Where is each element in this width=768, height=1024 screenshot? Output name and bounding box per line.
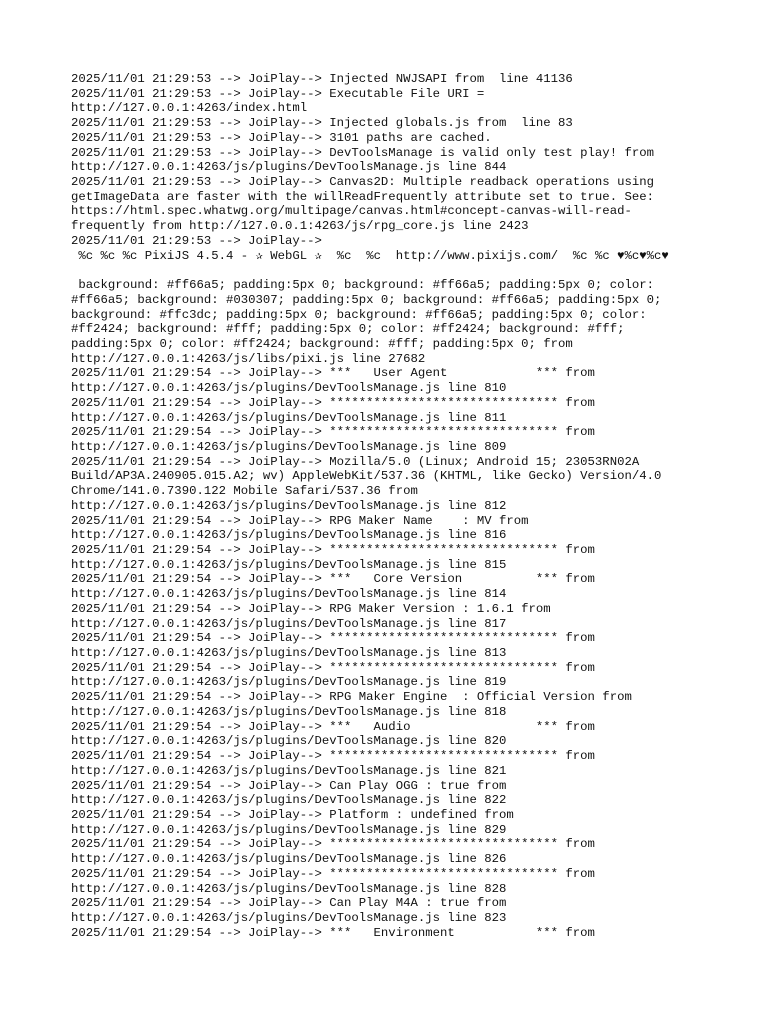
log-line: background: #ff66a5; padding:5px 0; background: #ff66a5; padding:5px 0; color:: [71, 278, 654, 293]
log-line: 2025/11/01 21:29:54 --> JoiPlay--> Can Play M4A : true from: [71, 896, 507, 911]
log-line: 2025/11/01 21:29:54 --> JoiPlay--> ******************************* from: [71, 631, 595, 646]
log-line: http://127.0.0.1:4263/js/plugins/DevToolsManage.js line 821: [71, 763, 507, 778]
log-line: #ff2424; background: #fff; padding:5px 0; color: #ff2424; background: #fff;: [71, 322, 625, 337]
log-line: http://127.0.0.1:4263/js/plugins/DevToolsManage.js line 826: [71, 852, 507, 867]
log-line: [71, 263, 761, 278]
log-line: http://127.0.0.1:4263/js/plugins/DevToolsManage.js line 812: [71, 498, 507, 513]
log-line: http://127.0.0.1:4263/js/plugins/DevToolsManage.js line 816: [71, 528, 507, 543]
log-line: 2025/11/01 21:29:54 --> JoiPlay--> ******************************* from: [71, 395, 595, 410]
log-line: #ff66a5; background: #030307; padding:5px 0; background: #ff66a5; padding:5px 0;: [71, 292, 662, 307]
log-line: http://127.0.0.1:4263/js/plugins/DevToolsManage.js line 829: [71, 822, 507, 837]
log-line: http://127.0.0.1:4263/js/plugins/DevToolsManage.js line 828: [71, 881, 507, 896]
log-line: http://127.0.0.1:4263/js/plugins/DevToolsManage.js line 819: [71, 675, 507, 690]
log-line: http://127.0.0.1:4263/js/plugins/DevToolsManage.js line 814: [71, 587, 507, 602]
log-line: http://127.0.0.1:4263/js/plugins/DevToolsManage.js line 813: [71, 646, 507, 661]
log-line: https://html.spec.whatwg.org/multipage/canvas.html#concept-canvas-will-read-: [71, 204, 632, 219]
log-line: http://127.0.0.1:4263/js/plugins/DevToolsManage.js line 809: [71, 439, 507, 454]
log-line: 2025/11/01 21:29:54 --> JoiPlay--> Platform : undefined from: [71, 807, 514, 822]
log-line: Build/AP3A.240905.015.A2; wv) AppleWebKit/537.36 (KHTML, like Gecko) Version/4.0: [71, 469, 662, 484]
log-line: 2025/11/01 21:29:54 --> JoiPlay--> ******************************* from: [71, 866, 595, 881]
log-line: 2025/11/01 21:29:54 --> JoiPlay--> RPG Maker Engine : Official Version from: [71, 690, 632, 705]
log-line: frequently from http://127.0.0.1:4263/js/rpg_core.js line 2423: [71, 219, 529, 234]
log-line: http://127.0.0.1:4263/js/plugins/DevToolsManage.js line 811: [71, 410, 507, 425]
log-line: http://127.0.0.1:4263/js/plugins/DevToolsManage.js line 822: [71, 793, 507, 808]
log-view: [71, 72, 761, 940]
log-line: 2025/11/01 21:29:53 --> JoiPlay--> 3101 paths are cached.: [71, 130, 492, 145]
log-line: 2025/11/01 21:29:54 --> JoiPlay--> ******************************* from: [71, 425, 595, 440]
log-line: 2025/11/01 21:29:53 --> JoiPlay--> DevToolsManage is valid only test play! from: [71, 145, 654, 160]
log-line: 2025/11/01 21:29:53 --> JoiPlay--> Injected globals.js from line 83: [71, 116, 573, 131]
log-line: 2025/11/01 21:29:54 --> JoiPlay--> ******************************* from: [71, 749, 595, 764]
log-line: http://127.0.0.1:4263/index.html: [71, 101, 308, 116]
log-line: 2025/11/01 21:29:54 --> JoiPlay--> Can Play OGG : true from: [71, 778, 507, 793]
log-line: 2025/11/01 21:29:54 --> JoiPlay--> ******************************* from: [71, 837, 595, 852]
log-line: 2025/11/01 21:29:53 --> JoiPlay--> Executable File URI =: [71, 86, 485, 101]
log-line: 2025/11/01 21:29:54 --> JoiPlay--> RPG Maker Version : 1.6.1 from: [71, 601, 551, 616]
log-line: getImageData are faster with the willReadFrequently attribute set to true. See:: [71, 189, 654, 204]
log-line: http://127.0.0.1:4263/js/plugins/DevToolsManage.js line 817: [71, 616, 507, 631]
log-line: background: #ffc3dc; padding:5px 0; background: #ff66a5; padding:5px 0; color:: [71, 307, 647, 322]
log-line: 2025/11/01 21:29:54 --> JoiPlay--> *** User Agent *** from: [71, 366, 595, 381]
log-line: %c %c %c PixiJS 4.5.4 - ✰ WebGL ✰ %c %c http://www.pixijs.com/ %c %c ♥%c♥%c♥: [71, 248, 669, 263]
log-line: http://127.0.0.1:4263/js/plugins/DevToolsManage.js line 818: [71, 704, 507, 719]
log-line: padding:5px 0; color: #ff2424; background: #fff; padding:5px 0; from: [71, 336, 573, 351]
log-line: 2025/11/01 21:29:53 --> JoiPlay--> Canvas2D: Multiple readback operations using: [71, 175, 654, 190]
log-line: http://127.0.0.1:4263/js/plugins/DevToolsManage.js line 815: [71, 557, 507, 572]
log-line: 2025/11/01 21:29:54 --> JoiPlay--> *** Audio *** from: [71, 719, 595, 734]
log-line: http://127.0.0.1:4263/js/plugins/DevToolsManage.js line 810: [71, 381, 507, 396]
log-line: 2025/11/01 21:29:54 --> JoiPlay--> *** Environment *** from: [71, 925, 595, 940]
log-line: 2025/11/01 21:29:54 --> JoiPlay--> RPG Maker Name : MV from: [71, 513, 529, 528]
log-line: http://127.0.0.1:4263/js/plugins/DevToolsManage.js line 823: [71, 910, 507, 925]
log-line: 2025/11/01 21:29:54 --> JoiPlay--> *** Core Version *** from: [71, 572, 595, 587]
log-line: http://127.0.0.1:4263/js/libs/pixi.js line 27682: [71, 351, 426, 366]
log-line: 2025/11/01 21:29:53 --> JoiPlay--> Injected NWJSAPI from line 41136: [71, 72, 573, 86]
log-line: 2025/11/01 21:29:54 --> JoiPlay--> ******************************* from: [71, 543, 595, 557]
log-line: Chrome/141.0.7390.122 Mobile Safari/537.36 from: [71, 484, 418, 499]
log-line: http://127.0.0.1:4263/js/plugins/DevToolsManage.js line 820: [71, 734, 507, 749]
log-line: 2025/11/01 21:29:53 --> JoiPlay-->: [71, 233, 322, 248]
log-line: 2025/11/01 21:29:54 --> JoiPlay--> ******************************* from: [71, 660, 595, 675]
log-line: 2025/11/01 21:29:54 --> JoiPlay--> Mozilla/5.0 (Linux; Android 15; 23053RN02A: [71, 454, 640, 469]
log-line: http://127.0.0.1:4263/js/plugins/DevToolsManage.js line 844: [71, 160, 507, 175]
